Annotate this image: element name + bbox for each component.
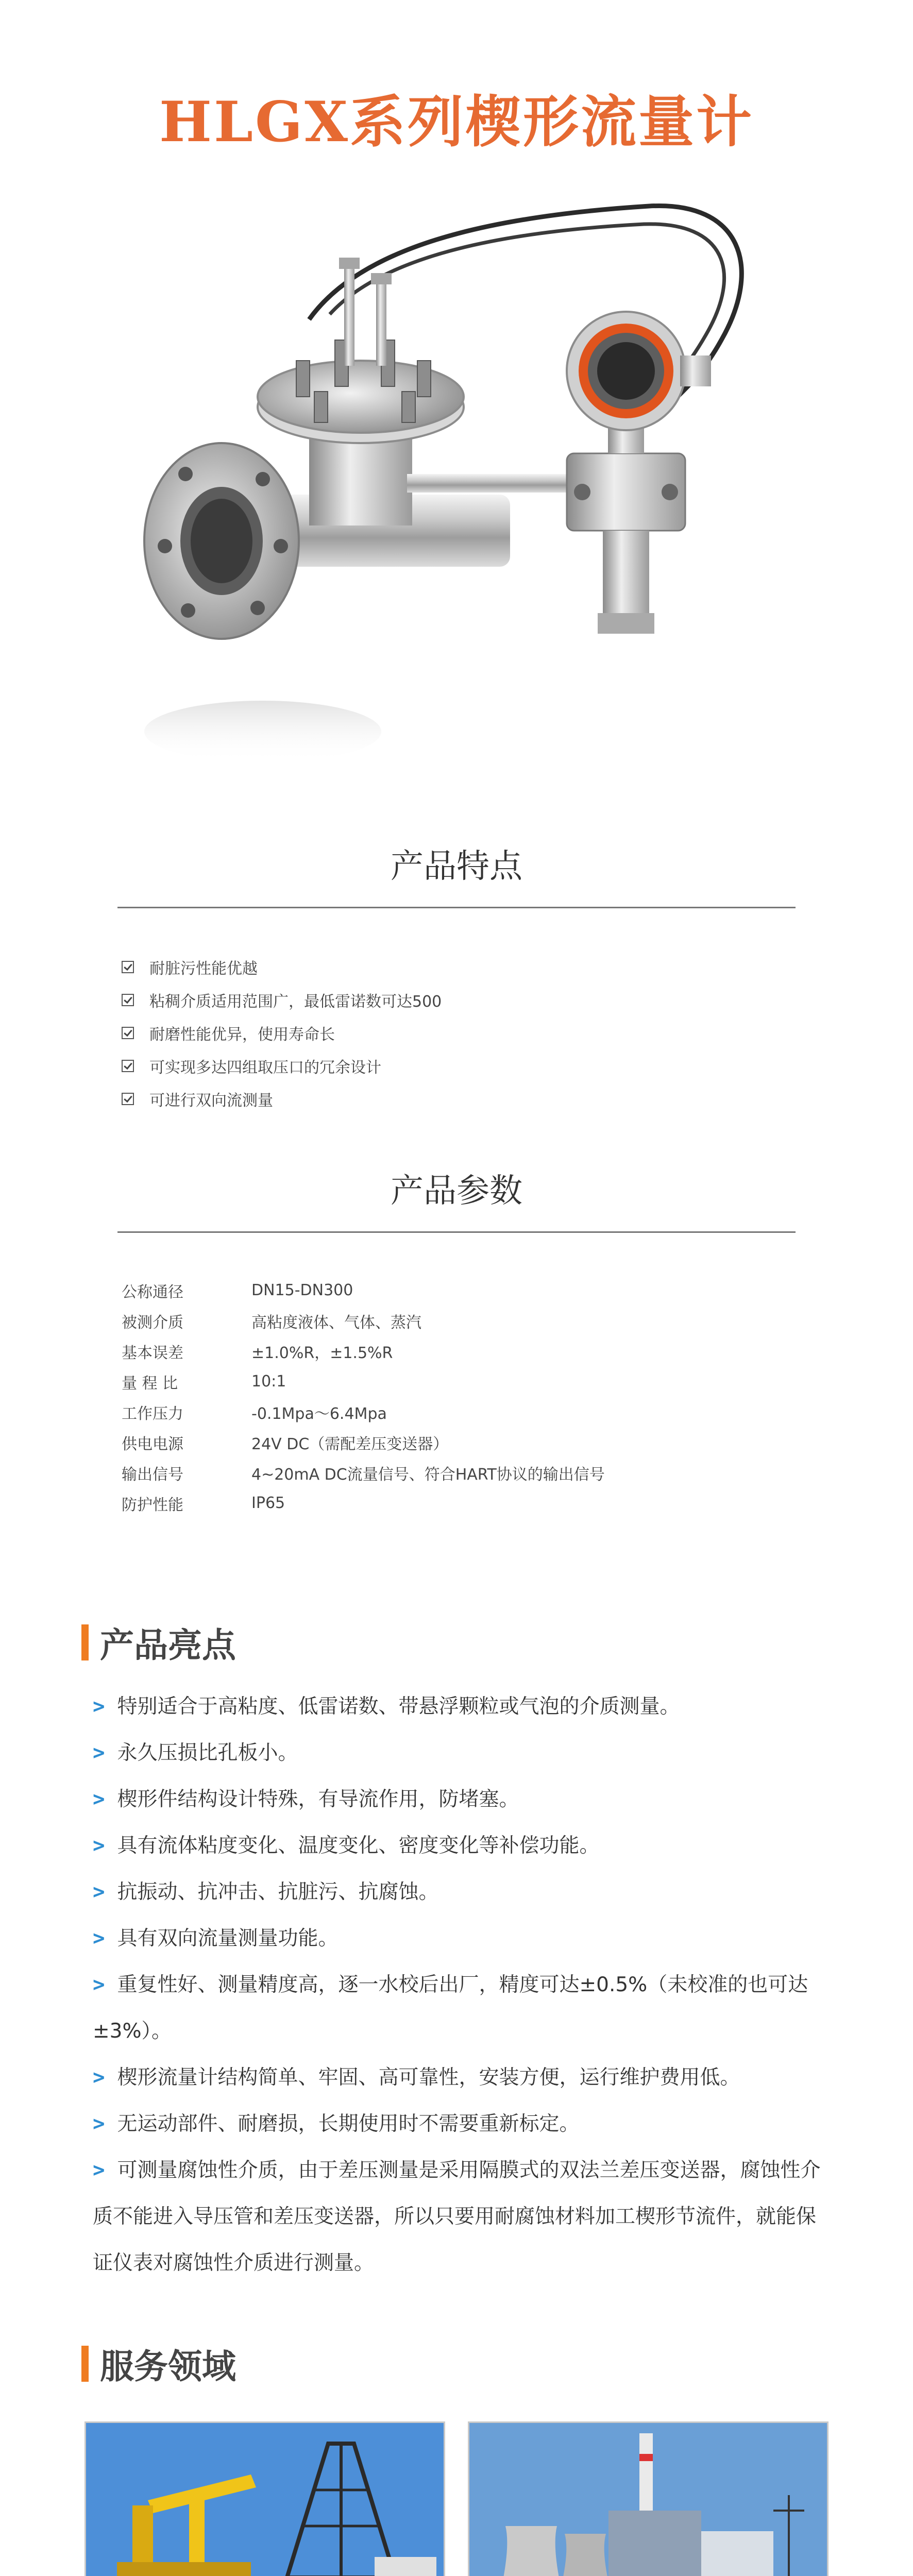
param-value: DN15-DN300 — [251, 1281, 353, 1299]
param-value: IP65 — [251, 1494, 285, 1512]
features-heading: 产品特点 — [391, 848, 522, 886]
param-label: 量 程 比 — [122, 1374, 178, 1393]
service-card-power[interactable] — [468, 2421, 829, 2576]
service-card-oil[interactable] — [84, 2421, 445, 2576]
param-label: 被测介质 — [122, 1313, 183, 1332]
param-row — [122, 1366, 605, 1397]
arrow-icon: > — [93, 1880, 105, 1904]
heading-accent-bar — [81, 2346, 89, 2382]
heading-accent-bar — [81, 1624, 89, 1660]
param-value: 10:1 — [251, 1372, 286, 1391]
services-heading: 服务领域 — [81, 2339, 236, 2388]
param-label: 供电电源 — [122, 1435, 183, 1453]
param-row — [122, 1336, 605, 1366]
checkbox-icon — [122, 1093, 134, 1105]
arrow-icon: > — [93, 1834, 105, 1857]
checkbox-icon — [122, 994, 134, 1006]
param-value: 4~20mA DC流量信号、符合HART协议的输出信号 — [251, 1465, 605, 1484]
param-row — [122, 1306, 605, 1336]
oil-field-image — [86, 2423, 444, 2576]
highlight-item: > 永久压损比孔板小。 — [93, 1741, 298, 1765]
param-value: ±1.0%R，±1.5%R — [251, 1344, 393, 1362]
highlight-item: > 具有流体粘度变化、温度变化、密度变化等补偿功能。 — [93, 1834, 600, 1857]
param-label: 防护性能 — [122, 1496, 183, 1514]
param-label: 基本误差 — [122, 1344, 183, 1362]
highlight-item: > 楔形件结构设计特殊，有导流作用，防堵塞。 — [93, 1788, 519, 1811]
param-row — [122, 1488, 605, 1518]
features-divider — [117, 907, 796, 908]
param-label: 输出信号 — [122, 1465, 183, 1484]
product-image — [93, 185, 824, 793]
highlight-item: > 抗振动、抗冲击、抗脏污、抗腐蚀。 — [93, 1880, 439, 1904]
feature-item: 可进行双向流测量 — [122, 1082, 442, 1115]
feature-item: 粘稠介质适用范围广，最低雷诺数可达500 — [122, 984, 442, 1016]
param-value: 高粘度液体、气体、蒸汽 — [251, 1313, 421, 1332]
feature-item: 可实现多达四组取压口的冗余设计 — [122, 1049, 442, 1082]
highlight-item: > 可测量腐蚀性介质，由于差压测量是采用隔膜式的双法兰差压变送器，腐蚀性介质不能进入导压管和差压变送器，所以只要用耐腐蚀材料加工楔形节流件，就能保证仪表对腐蚀性介质进行测量。 — [93, 2159, 821, 2275]
highlight-item: > 楔形流量计结构简单、牢固、高可靠性，安装方便，运行维护费用低。 — [93, 2066, 740, 2089]
arrow-icon: > — [93, 1695, 105, 1718]
arrow-icon: > — [93, 1973, 105, 1996]
arrow-icon: > — [93, 2112, 105, 2136]
param-row — [122, 1427, 605, 1458]
param-value: 24V DC（需配差压变送器） — [251, 1435, 449, 1453]
param-label: 工作压力 — [122, 1404, 183, 1423]
feature-item: 耐磨性能优异，使用寿命长 — [122, 1016, 442, 1049]
params-table — [122, 1275, 605, 1518]
highlight-item: > 特别适合于高粘度、低雷诺数、带悬浮颗粒或气泡的介质测量。 — [93, 1695, 680, 1718]
arrow-icon: > — [93, 1788, 105, 1811]
features-list — [122, 951, 442, 1115]
param-value: -0.1Mpa～6.4Mpa — [251, 1404, 387, 1423]
highlight-item: > 无运动部件、耐磨损，长期使用时不需要重新标定。 — [93, 2112, 580, 2136]
highlights-list — [93, 1684, 835, 2286]
params-divider — [117, 1231, 796, 1233]
param-row — [122, 1458, 605, 1488]
highlight-item: > 重复性好、测量精度高，逐一水校后出厂，精度可达±0.5%（未校准的也可达±3%）。 — [93, 1973, 808, 2043]
param-row — [122, 1397, 605, 1427]
arrow-icon: > — [93, 2066, 105, 2089]
checkbox-icon — [122, 961, 134, 973]
param-label: 公称通径 — [122, 1283, 183, 1301]
highlights-heading: 产品亮点 — [81, 1618, 236, 1667]
arrow-icon: > — [93, 1927, 105, 1950]
param-row — [122, 1275, 605, 1306]
page-title: HLGX系列楔形流量计 — [159, 90, 754, 155]
params-heading: 产品参数 — [391, 1172, 522, 1210]
checkbox-icon — [122, 1060, 134, 1072]
arrow-icon: > — [93, 2159, 105, 2182]
feature-item: 耐脏污性能优越 — [122, 951, 442, 984]
arrow-icon: > — [93, 1741, 105, 1765]
highlight-item: > 具有双向流量测量功能。 — [93, 1927, 339, 1950]
power-plant-image — [469, 2423, 827, 2576]
checkbox-icon — [122, 1027, 134, 1039]
